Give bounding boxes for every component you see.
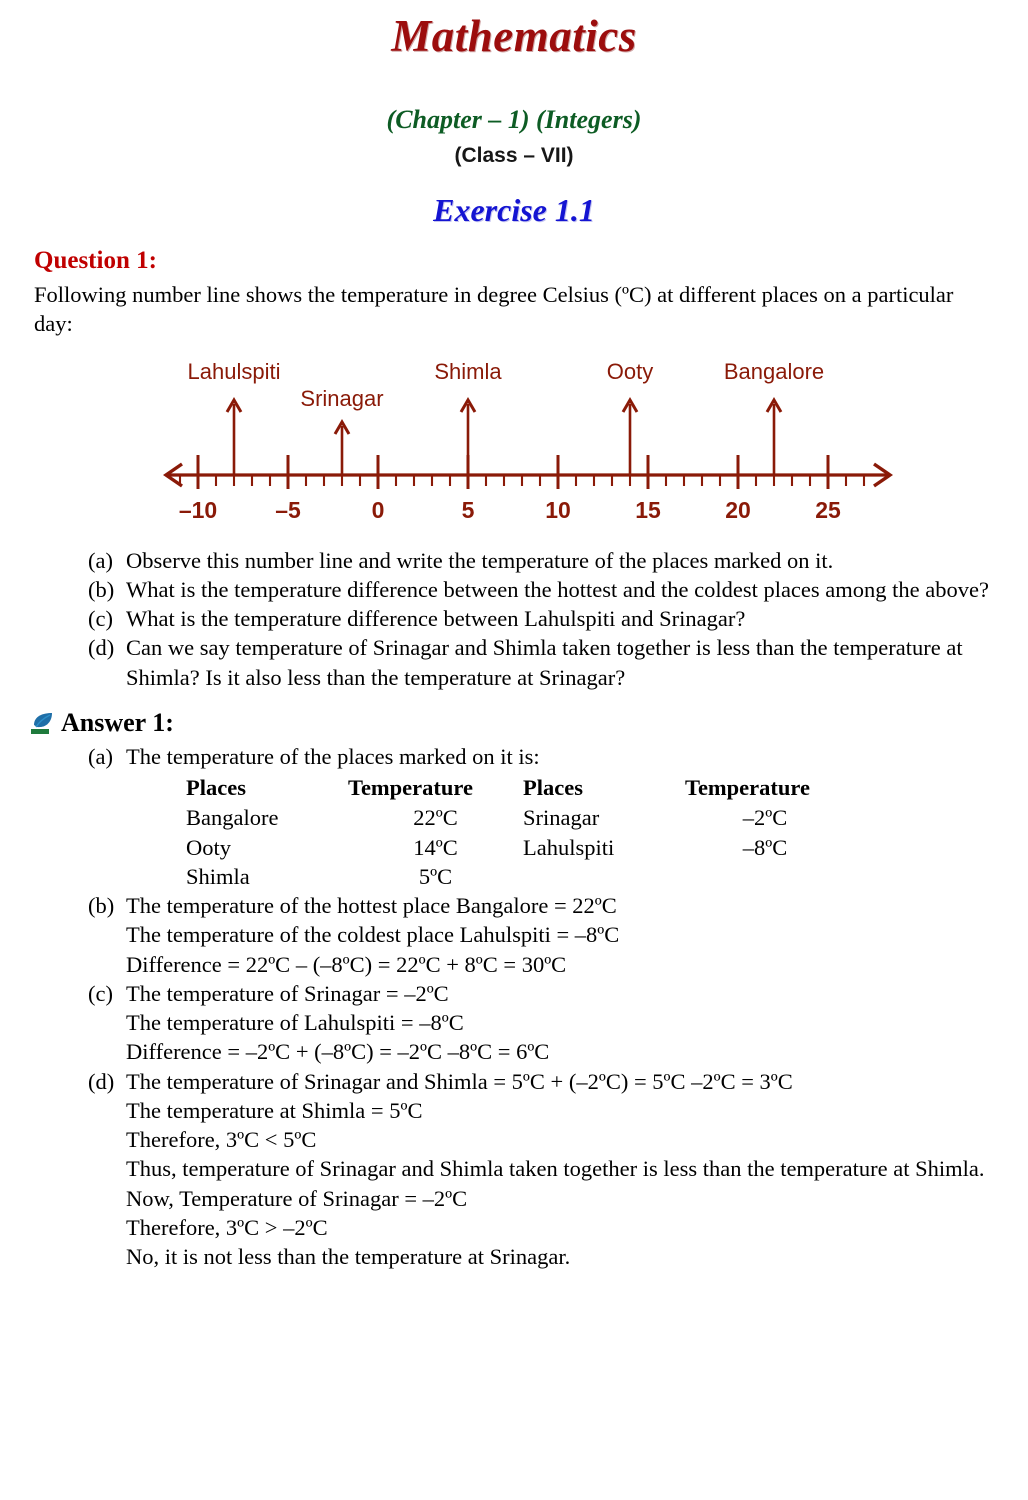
question-heading: Question 1: (34, 247, 157, 274)
answer-part-c-label: (c) (88, 980, 113, 1006)
answer-body (0, 742, 1028, 1272)
cell-temp-1: 14ºC (413, 834, 458, 860)
cell-place-2: Srinagar (523, 805, 600, 831)
question-part-b (88, 575, 1006, 604)
question-parts-list (0, 546, 1028, 692)
question-part-d-text: Can we say temperature of Srinagar and Shimla taken together is less than the temperature at Shimla? Is it also less than the temperature at Srinagar? (126, 635, 963, 690)
question-part-c-label: (c) (88, 606, 113, 632)
cell-temp-1: 22ºC (413, 805, 458, 831)
answer-part-b-label: (b) (88, 893, 115, 919)
question-part-d-label: (d) (88, 635, 115, 661)
answer-part-c-line-3: Difference = –2ºC + (–8ºC) = –2ºC –8ºC = 6ºC (126, 1039, 550, 1065)
answer-part-d (88, 1067, 1006, 1096)
cell-place-2 (523, 862, 685, 891)
cell-place-1: Shimla (186, 863, 250, 889)
axis-tick-label: 10 (545, 496, 571, 523)
temperature-table (186, 773, 845, 891)
answer-part-d-line-1: The temperature of Srinagar and Shimla = 5ºC + (–2ºC) = 5ºC –2ºC = 3ºC (126, 1068, 793, 1094)
question-part-b-text: What is the temperature difference between the hottest and the coldest places among the above? (126, 576, 989, 602)
question-part-a-label: (a) (88, 547, 113, 573)
answer-part-d-line-4: Now, Temperature of Srinagar = –2ºC (126, 1185, 468, 1211)
answer-part-b (88, 891, 1006, 920)
number-line-place-label: Srinagar (300, 385, 384, 411)
answer-part-c (88, 979, 1006, 1008)
table-header-places-1: Places (186, 775, 246, 801)
answer-part-a-text: The temperature of the places marked on it is: (126, 743, 540, 769)
axis-tick-label: 20 (725, 496, 751, 523)
number-line-figure (0, 353, 1028, 538)
cell-temp-1: 5ºC (418, 863, 453, 889)
question-part-a (88, 546, 1006, 575)
question-part-d (88, 633, 1006, 692)
page-title: Mathematics (391, 11, 637, 61)
answer-part-c-line-1: The temperature of Srinagar = –2ºC (126, 980, 449, 1006)
table-row (186, 862, 845, 891)
question-part-c (88, 604, 1006, 633)
table-header-temperature-1: Temperature (348, 775, 473, 801)
answer-heading-label: Answer 1: (61, 707, 174, 737)
answer-part-d-conclusion: Thus, temperature of Srinagar and Shimla taken together is less than the temperature at Shimla. (126, 1156, 985, 1182)
answer-part-b-line-1: The temperature of the hottest place Bangalore = 22ºC (126, 893, 617, 919)
chapter-subtitle: (Chapter – 1) (Integers) (386, 105, 642, 134)
answer-part-a (88, 742, 1006, 771)
axis-tick-label: 25 (815, 496, 841, 523)
number-line-svg (0, 353, 1028, 538)
answer-part-a-label: (a) (88, 743, 113, 769)
number-line-place-label: Ooty (606, 358, 654, 384)
answer-part-b-line-3: Difference = 22ºC – (–8ºC) = 22ºC + 8ºC = 30ºC (126, 951, 567, 977)
answer-part-d-line-3: Therefore, 3ºC < 5ºC (126, 1127, 317, 1153)
class-subtitle: (Class – VII) (454, 144, 574, 167)
answer-part-d-line-5: Therefore, 3ºC > –2ºC (126, 1214, 328, 1240)
question-part-c-text: What is the temperature difference between Lahulspiti and Srinagar? (126, 606, 746, 632)
answer-heading (30, 707, 1028, 737)
cell-temp-2: –8ºC (742, 834, 788, 860)
axis-tick-label: –5 (275, 496, 301, 523)
question-part-b-label: (b) (88, 576, 115, 602)
answer-part-b-line-2: The temperature of the coldest place Lahulspiti = –8ºC (126, 922, 620, 948)
axis-tick-label: 0 (371, 496, 385, 523)
number-line-place-label: Lahulspiti (187, 358, 281, 384)
table-header-places-2: Places (523, 775, 583, 801)
cell-temp-2: –2ºC (742, 805, 788, 831)
cell-temp-2 (685, 862, 845, 891)
table-row (186, 833, 845, 862)
number-line-place-label: Shimla (434, 358, 502, 384)
answer-part-c-line-2: The temperature of Lahulspiti = –8ºC (126, 1010, 464, 1036)
axis-tick-label: 15 (635, 496, 661, 523)
answer-part-d-label: (d) (88, 1068, 115, 1094)
axis-tick-label: 5 (461, 496, 475, 523)
question-body: Following number line shows the temperature in degree Celsius (ºC) at different places on a particular day: (34, 282, 954, 336)
cell-place-1: Bangalore (186, 805, 279, 831)
cell-place-2: Lahulspiti (523, 834, 615, 860)
answer-part-d-line-2: The temperature at Shimla = 5ºC (126, 1097, 423, 1123)
table-header-row (186, 773, 845, 803)
number-line-place-label: Bangalore (723, 358, 825, 384)
cell-place-1: Ooty (186, 834, 231, 860)
leaf-logo-icon (30, 712, 56, 736)
question-part-a-text: Observe this number line and write the temperature of the places marked on it. (126, 547, 834, 573)
answer-part-d-line-6: No, it is not less than the temperature at Srinagar. (126, 1244, 571, 1270)
exercise-title: Exercise 1.1 (433, 192, 595, 228)
axis-tick-label: –10 (178, 496, 218, 523)
table-header-temperature-2: Temperature (685, 775, 810, 801)
table-row (186, 803, 845, 832)
